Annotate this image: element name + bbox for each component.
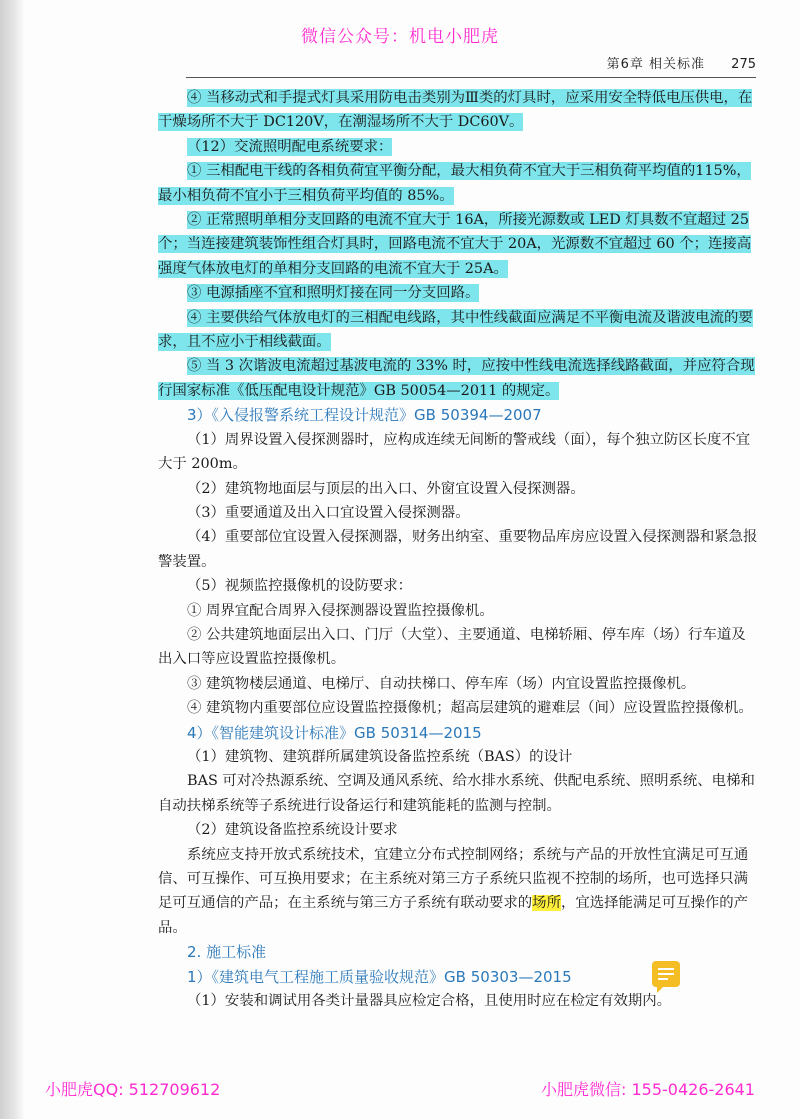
paragraph: （4）重要部位宜设置入侵探测器，财务出纳室、重要物品库房应设置入侵探测器和紧急报警装置。 <box>158 529 758 570</box>
paragraph: BAS 可对冷热源系统、空调及通风系统、给水排水系统、供配电系统、照明系统、电梯和自动扶梯系统等子系统进行设备运行和建筑能耗的监测与控制。 <box>158 773 755 814</box>
paragraph: ① 周界宜配合周界入侵探测器设置监控摄像机。 <box>187 602 494 619</box>
header-rule <box>186 77 756 78</box>
paragraph <box>158 135 758 159</box>
paragraph: ③ 建筑物楼层通道、电梯厅、自动扶梯口、停车库（场）内宜设置监控摄像机。 <box>187 675 696 692</box>
chapter-title: 第6章 相关标准 <box>606 57 706 72</box>
watermark-qq: 小肥虎QQ: 512709612 <box>45 1080 221 1099</box>
paragraph <box>158 159 758 208</box>
section-heading: 4）《智能建筑设计标准》GB 50314—2015 <box>187 723 482 742</box>
paragraph <box>158 208 758 281</box>
paragraph <box>158 843 758 941</box>
paragraph: （1）周界设置入侵探测器时，应构成连续无间断的警戒线（面），每个独立防区长度不宜大于 200m。 <box>158 431 751 473</box>
paragraph: （3）重要通道及出入口宜设置入侵探测器。 <box>187 504 470 521</box>
section-heading: 3）《入侵报警系统工程设计规范》GB 50394—2007 <box>187 406 542 425</box>
comment-note-icon[interactable] <box>652 961 680 987</box>
section-heading: 1）《建筑电气工程施工质量验收规范》GB 50303—2015 <box>187 967 572 986</box>
paragraph: ④ 建筑物内重要部位应设置监控摄像机；超高层建筑的避难层（间）应设置监控摄像机。 <box>187 700 753 717</box>
highlighted-word[interactable]: 场所 <box>532 895 561 912</box>
paragraph <box>158 306 758 355</box>
highlighted-text: ③ 电源插座不宜和照明灯接在同一分支回路。 <box>187 285 480 302</box>
paragraph-text: ，宜选择能满足可互操作的产品。 <box>158 895 749 936</box>
highlighted-text: ④ 主要供给气体放电灯的三相配电线路，其中性线截面应满足不平衡电流及谐波电流的要求，且不应小于相线截面。 <box>158 309 753 351</box>
paragraph: ② 公共建筑地面层出入口、门厅（大堂）、主要通道、电梯轿厢、停车库（场）行车道及出入口等应设置监控摄像机。 <box>158 626 746 668</box>
paragraph <box>158 354 758 403</box>
page-body <box>158 86 758 1013</box>
highlighted-text: ④ 当移动式和手提式灯具采用防电击类别为Ⅲ类的灯具时，应采用安全特低电压供电，在干燥场所不大于 DC120V，在潮湿场所不大于 DC60V。 <box>158 90 753 131</box>
highlighted-text: ② 正常照明单相分支回路的电流不宜大于 16A，所接光源数或 LED 灯具数不宜超过 25 个；当连接建筑装饰性组合灯具时，回路电流不宜大于 20A，光源数不宜超过 60 个；连接高强度气体放电灯的单相分支回路的电流不宜大于 25A。 <box>158 212 752 277</box>
paragraph: （5）视频监控摄像机的设防要求： <box>187 578 413 595</box>
highlighted-text: ⑤ 当 3 次谐波电流超过基波电流的 33% 时，应按中性线电流选择线路截面，并应符合现行国家标准《低压配电设计规范》GB 50054—2011 的规定。 <box>158 358 755 399</box>
watermark-top: 微信公众号：机电小肥虎 <box>301 27 499 47</box>
running-header <box>607 53 756 72</box>
highlighted-text: ① 三相配电干线的各相负荷宜平衡分配，最大相负荷不宜大于三相负荷平均值的115%，最小相负荷不宜小于三相负荷平均值的 85%。 <box>158 163 751 204</box>
paragraph: （1）建筑物、建筑群所属建筑设备监控系统（BAS）的设计 <box>187 748 573 765</box>
paragraph <box>158 281 758 305</box>
page-gutter-shadow <box>0 0 26 1119</box>
page-number: 275 <box>731 57 756 72</box>
paragraph: （1）安装和调试用各类计量器具应检定合格，且使用时应在检定有效期内。 <box>187 993 672 1010</box>
chapter-section-heading: 2. 施工标准 <box>187 943 267 962</box>
paragraph <box>158 86 758 135</box>
watermark-wechat: 小肥虎微信: 155-0426-2641 <box>540 1080 755 1099</box>
paragraph: （2）建筑物地面层与顶层的出入口、外窗宜设置入侵探测器。 <box>187 480 585 497</box>
highlighted-text: （12）交流照明配电系统要求： <box>187 138 393 155</box>
paragraph: （2）建筑设备监控系统设计要求 <box>187 822 398 839</box>
paragraph-text: 系统应支持开放式系统技术，宜建立分布式控制网络；系统与产品的开放性宜满足可互通信、可互操作、可互换用要求；在主系统对第三方子系统只监视不控制的场所，也可选择只满足可互通信的产品；在主系统与第三方子系统有联动要求的 <box>158 846 749 912</box>
